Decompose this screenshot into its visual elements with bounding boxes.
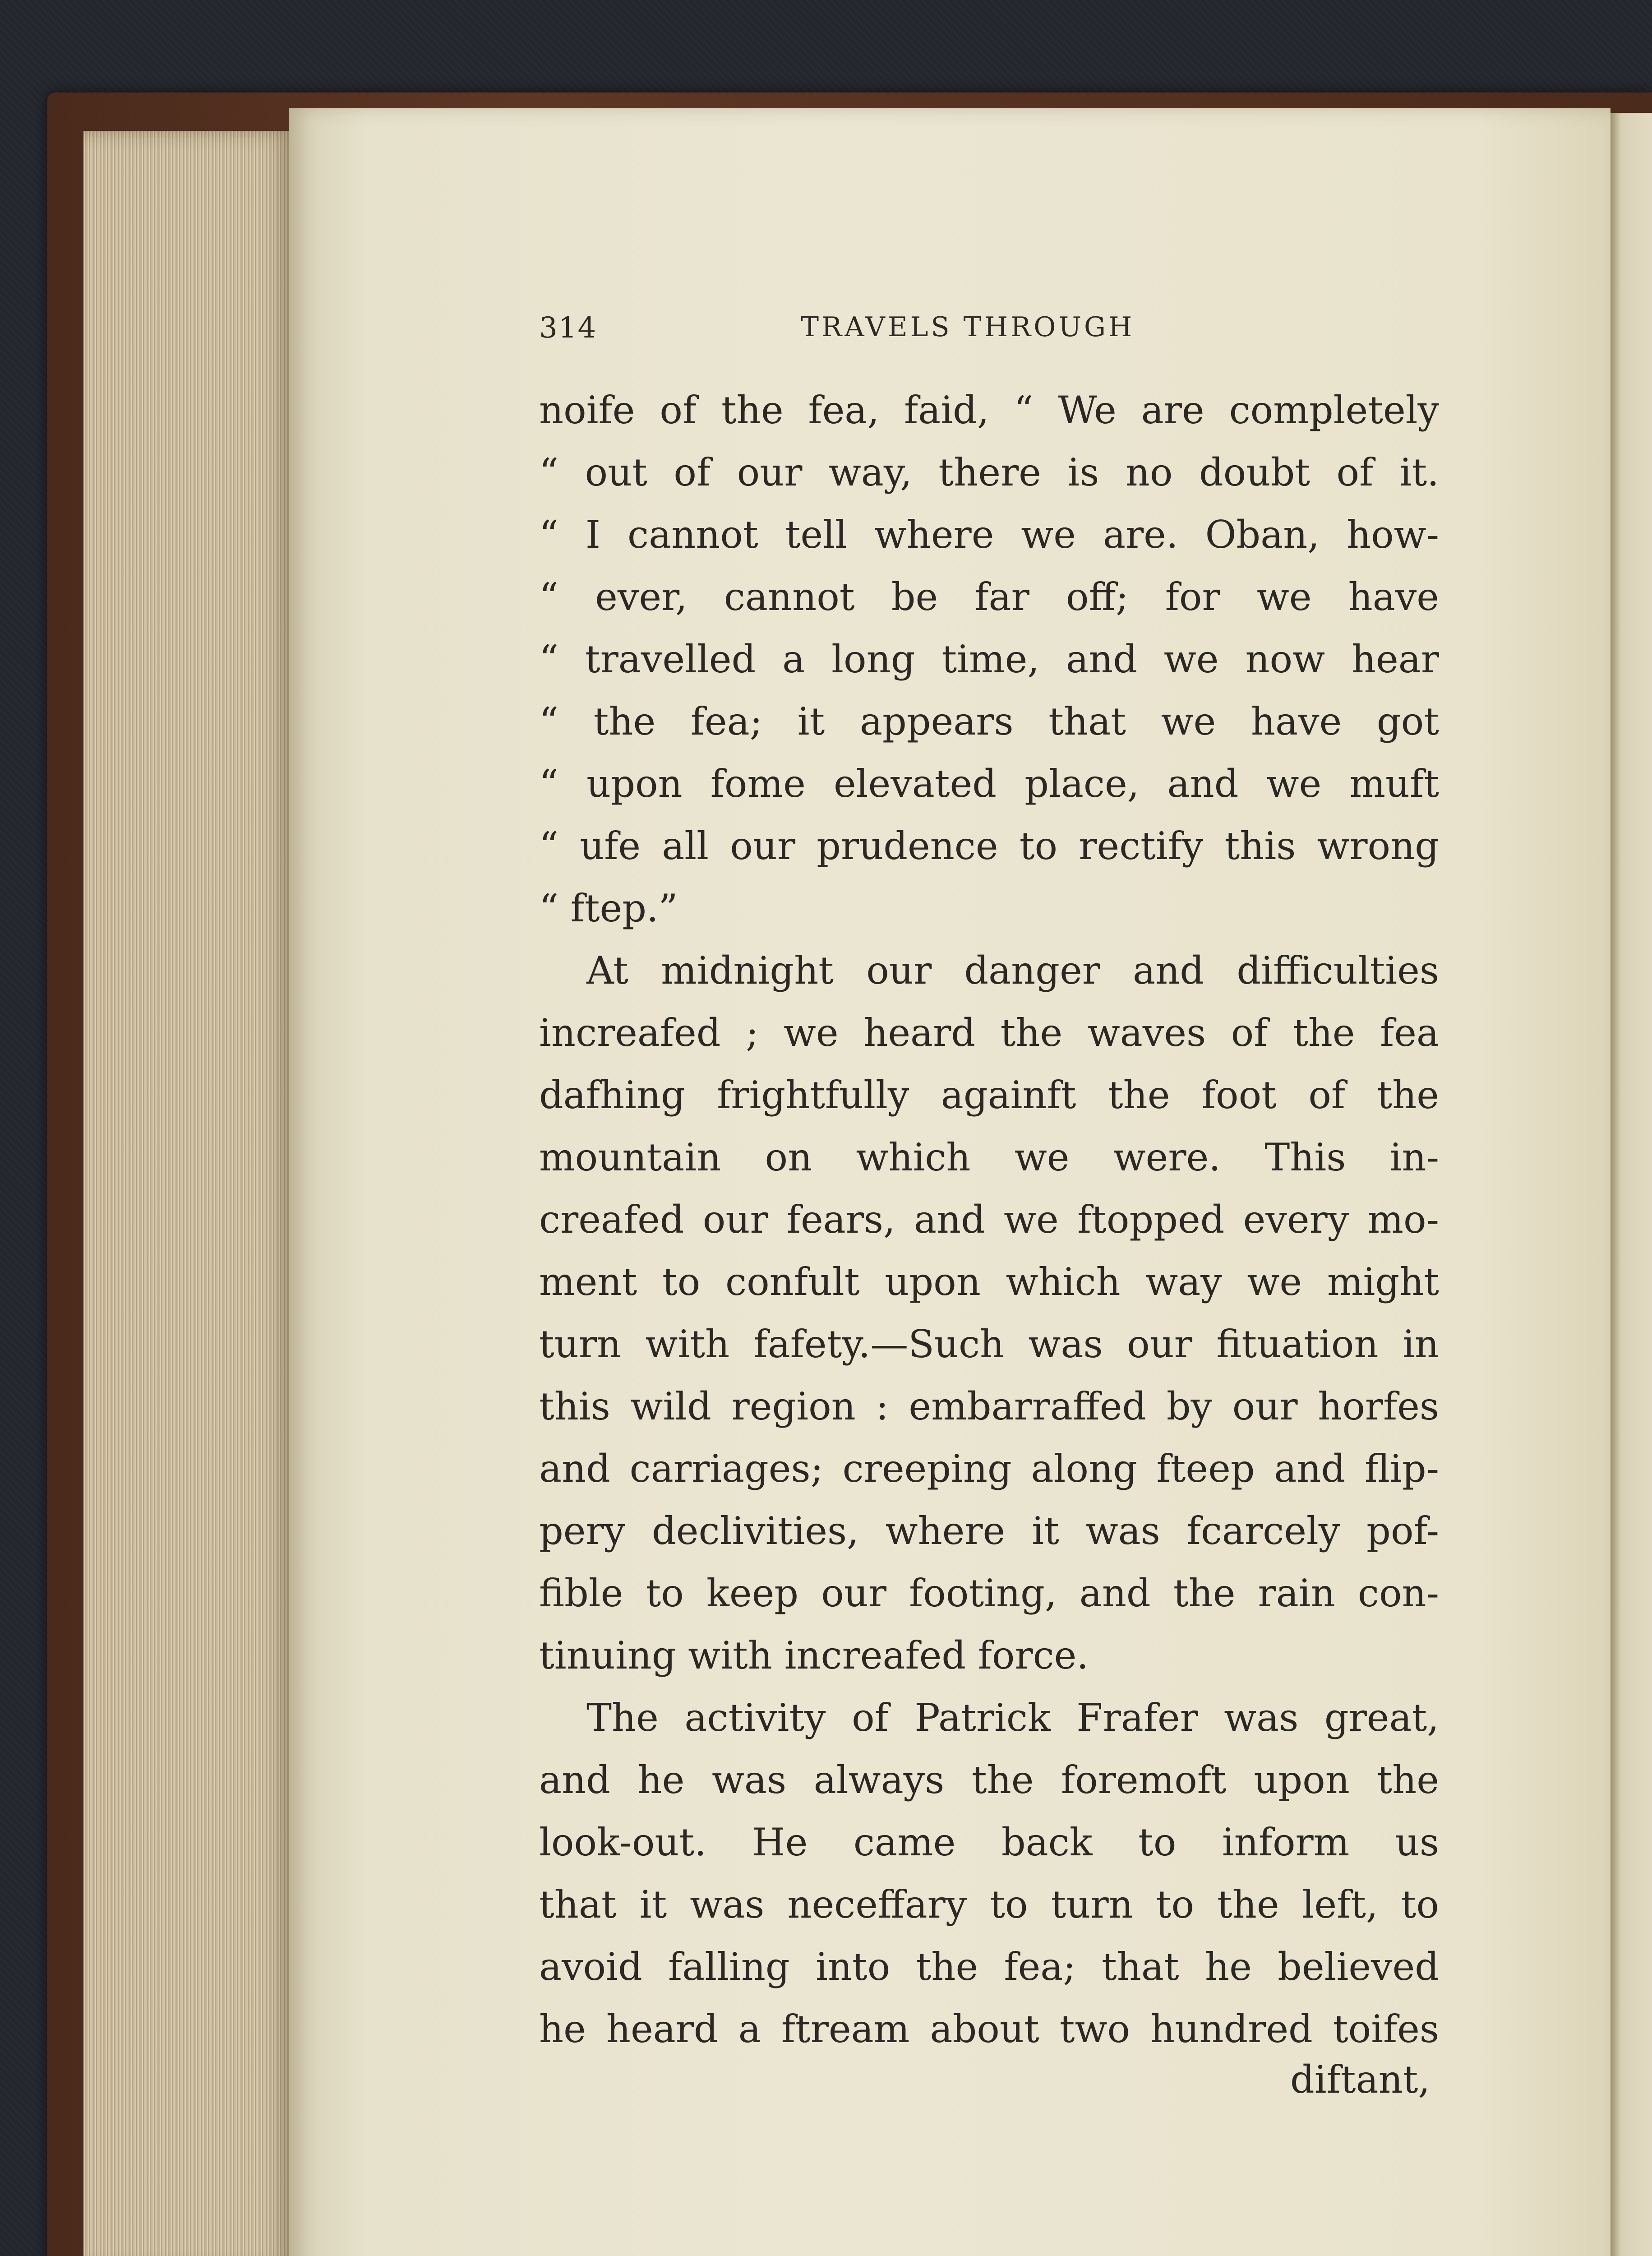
- text-line: and carriages; creeping along fteep and flip-: [539, 1447, 1439, 1491]
- text-line: mountain on which we were. This in-: [539, 1135, 1439, 1179]
- page-number: 314: [539, 311, 597, 345]
- text-line: “ ufe all our prudence to rectify this wrong: [539, 824, 1439, 868]
- text-line: “ the fea; it appears that we have got: [539, 699, 1439, 744]
- text-line: that it was neceffary to turn to the left, to: [539, 1882, 1439, 1927]
- text-line: “ travelled a long time, and we now hear: [539, 637, 1439, 681]
- body-text: [539, 379, 1439, 2060]
- text-line: ment to confult upon which way we might: [539, 1260, 1439, 1304]
- text-line: dafhing frightfully againft the foot of the: [539, 1073, 1439, 1117]
- text-line: fible to keep our footing, and the rain con-: [539, 1571, 1439, 1615]
- facing-page-edge: [1608, 113, 1652, 2256]
- text-line: “ out of our way, there is no doubt of it.: [539, 450, 1439, 495]
- text-line: “ I cannot tell where we are. Oban, how-: [539, 513, 1439, 557]
- text-line: creafed our fears, and we ftopped every mo-: [539, 1197, 1439, 1242]
- text-line: noife of the fea, faid, “ We are completely: [539, 388, 1439, 432]
- text-line: tinuing with increafed force.: [539, 1633, 1089, 1678]
- page-header: [539, 311, 1198, 356]
- text-line: increafed ; we heard the waves of the fea: [539, 1011, 1439, 1055]
- text-line: this wild region : embarraffed by our horfes: [539, 1384, 1439, 1428]
- running-head: TRAVELS THROUGH: [801, 311, 1135, 343]
- page-edges: [83, 131, 295, 2256]
- paragraph-start-line: At midnight our danger and difficulties: [586, 948, 1439, 993]
- text-line: look-out. He came back to inform us: [539, 1820, 1439, 1864]
- text-line: he heard a ftream about two hundred toifes: [539, 2007, 1439, 2051]
- catchword: diftant,: [1290, 2057, 1431, 2102]
- text-line: “ upon fome elevated place, and we muft: [539, 762, 1439, 806]
- text-line: and he was always the foremoft upon the: [539, 1758, 1439, 1802]
- text-line: “ ftep.”: [539, 886, 678, 930]
- text-line: turn with fafety.—Such was our fituation in: [539, 1322, 1439, 1366]
- text-line: “ ever, cannot be far off; for we have: [539, 575, 1439, 619]
- text-line: avoid falling into the fea; that he believed: [539, 1945, 1439, 1989]
- paragraph-start-line: The activity of Patrick Frafer was great,: [586, 1696, 1439, 1740]
- text-line: pery declivities, where it was fcarcely pof-: [539, 1509, 1439, 1553]
